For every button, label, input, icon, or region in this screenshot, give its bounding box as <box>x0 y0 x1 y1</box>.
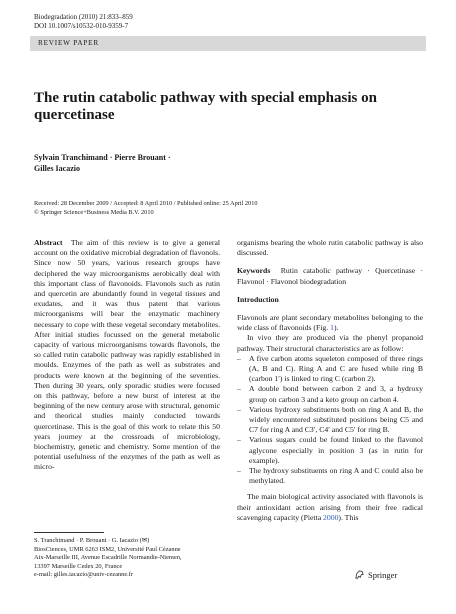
intro-paragraph-2: In vivo they are produced via the phenyl propanoid pathway. Their structural characteristics are as follow: <box>237 333 423 353</box>
list-item-text: The hydroxy substituents on ring A and C could also be methylated. <box>249 466 423 486</box>
citation-ref-link[interactable]: 2000 <box>323 512 339 522</box>
copyright-line: © Springer Science+Business Media B.V. 2010 <box>34 209 154 216</box>
figure-ref-link[interactable]: 1 <box>330 323 334 333</box>
author-affiliation <box>34 537 224 580</box>
article-title: The rutin catabolic pathway with special emphasis on quercetinase <box>34 90 377 123</box>
structure-list <box>237 354 423 487</box>
keywords-text: Rutin catabolic pathway · Quercetinase · Flavonol · Flavonol biodegradation <box>237 266 423 286</box>
publisher-logo <box>354 569 397 580</box>
closing-text: The main biological activity associated with flavonols is their antioxidant action arising from their free radical scavenging capacity (Pietta <box>237 492 423 522</box>
journal-header <box>34 13 133 31</box>
list-item-text: Various hydroxy substituents both on ring A and B, the widely encountered substituted positions being C5 and C7 for ring A and C3′, C4′ and C5′ for ring B. <box>249 404 423 435</box>
list-item-text: A double bond between carbon 2 and 3, a hydroxy group on carbon 3 and a keto group on carbon 4. <box>249 384 423 404</box>
affiliation-line-1: BiosCiences, UMR 6263 ISM2, Université Paul Cézanne <box>34 545 181 553</box>
keywords-label: Keywords <box>237 266 271 276</box>
abstract-column <box>34 238 220 473</box>
affiliation-line-2: Aix-Marseille III, Avenue Escadrille Normandie-Niemen, <box>34 554 182 562</box>
intro-p1-end: ). <box>333 323 339 333</box>
list-item-text: Various sugars could be found linked to the flavonol aglycone especially in position 3 (as in rutin for example). <box>249 435 423 465</box>
publisher-name: Springer <box>368 569 398 580</box>
article-dates <box>34 199 414 217</box>
abstract-continuation: organisms bearing the whole rutin catabolic pathway is also discussed. <box>237 238 423 258</box>
keywords-paragraph <box>237 266 423 286</box>
closing-paragraph <box>237 492 423 523</box>
authors-line-1: Sylvain Tranchimand · Pierre Brouant · <box>34 153 171 162</box>
history-dates: Received: 28 December 2009 / Accepted: 8 April 2010 / Published online: 25 April 2010 <box>34 200 258 207</box>
closing-end: ). This <box>338 512 359 522</box>
list-item: – A double bond between carbon 2 and 3, a hydroxy group on carbon 3 and a keto group on carbon 4. <box>237 384 423 404</box>
abstract-text: The aim of this review is to give a general account on the oxidative microbial degradation of flavonols. Since now 50 years, various research groups have deciphered the way microorganisms aerobically deal with this important class of flavonoids. Flavonols such as rutin and quercetin are abundantly found in vegetal tissues and exudates, and it was thus patent that various microorganisms will bear the enzymatic machinery necessary to cope with these vegetal secondary metabolites. After initial studies focussed on the general metabolic capacity of various microorganisms towards flavonols, the so called rutin catabolic pathway was rapidly established in moulds. Enzymes of the path as well as substrates and products were known at the beginning of the seventies. Then during 30 years, only sporadic studies were focused on this pathway, before a new burst of interest at the beginning of the new century arose with structural, genomic and theorical studies mainly conducted towards quercetinase. This is the goal of this work to relate this 50 years journey at the crossroads of microbiology, biochemistry, genetic and chemistry. Some mention of the potential usefulness of the enzymes of the path as well as micro- <box>34 238 220 472</box>
article-type-label: REVIEW PAPER <box>38 39 99 47</box>
springer-horse-icon <box>354 569 365 580</box>
intro-p1-text: Flavonols are plant secondary metabolites belonging to the wide class of flavonoids (Fig. <box>237 313 423 333</box>
affiliation-email[interactable]: e-mail: gilles.iacazio@univ-cezanne.fr <box>34 571 134 579</box>
list-item-text: A five carbon atoms squeleton composed of three rings (A, B and C). Ring A and C are fused while ring B (carbon 1′) is linked to ring C (carbon 2). <box>249 353 423 384</box>
intro-paragraph-1 <box>237 313 423 333</box>
author-list <box>34 152 334 174</box>
journal-citation: Biodegradation (2010) 21:833–859 <box>34 13 133 21</box>
affiliation-line-3: 13397 Marseille Cedex 20, France <box>34 562 123 570</box>
abstract-paragraph <box>34 238 220 473</box>
list-item: – The hydroxy substituents on ring A and C could also be methylated. <box>237 466 423 486</box>
authors-line-2: Gilles Iacazio <box>34 164 80 173</box>
affiliation-names: S. Tranchimand · P. Brouant · G. Iacazio (✉) <box>34 537 150 544</box>
list-item: – A five carbon atoms squeleton composed of three rings (A, B and C). Ring A and C are fused while ring B (carbon 1′) is linked to ring C (carbon 2). <box>237 353 423 384</box>
article-type-banner <box>30 36 426 51</box>
journal-doi: DOI 10.1007/s10532-010-9359-7 <box>34 22 129 30</box>
list-item: – Various hydroxy substituents both on ring A and B, the widely encountered substituted positions being C5 and C7 for ring A and C3′, C4′ and C5′ for ring B. <box>237 404 423 435</box>
introduction-heading: Introduction <box>237 294 279 304</box>
footnote-divider <box>34 532 104 533</box>
body-column <box>237 238 423 523</box>
list-item: – Various sugars could be found linked to the flavonol aglycone especially in position 3 (as in rutin for example). <box>237 435 423 465</box>
abstract-label: Abstract <box>34 238 63 247</box>
